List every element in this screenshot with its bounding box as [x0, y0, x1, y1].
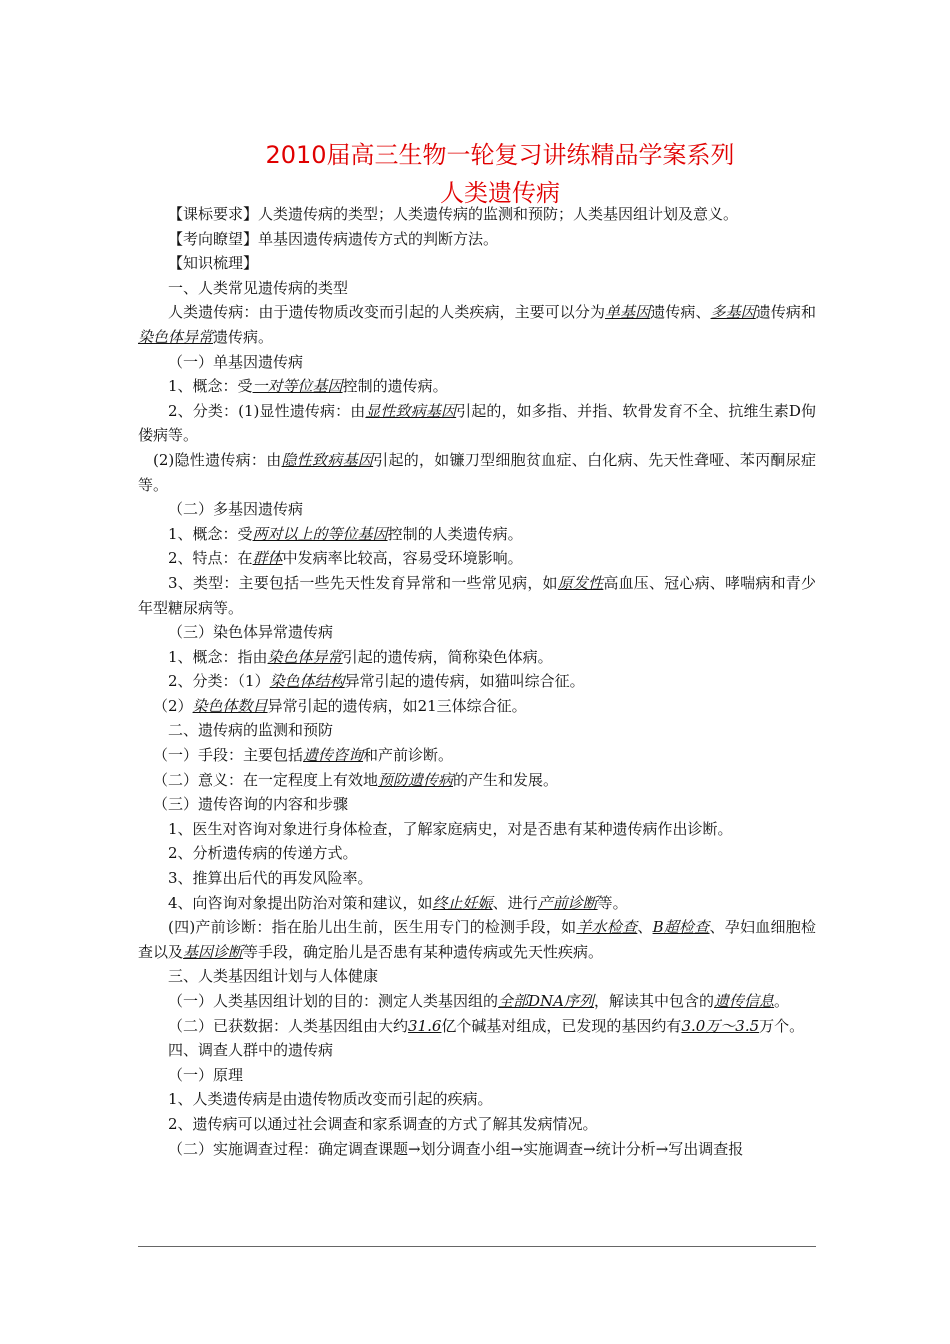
paragraph: 2、遗传病可以通过社会调查和家系调查的方式了解其发病情况。: [168, 1114, 598, 1133]
subsection-heading: （三）染色体异常遗传病: [168, 623, 334, 642]
blank-answer: 基因诊断: [183, 942, 244, 961]
blank-answer: 单基因: [605, 303, 651, 322]
paragraph: (四)产前诊断：指在胎儿出生前，医生用专门的检测手段，如羊水检查、B超检查、孕妇血细胞检查以及基因诊断等手段，确定胎儿是否患有某种遗传病或先天性疾病。: [138, 918, 816, 961]
blank-answer: 原发性: [557, 573, 604, 592]
blank-answer: 遗传咨询: [303, 746, 364, 765]
exam-outlook: 【考向瞭望】单基因遗传病遗传方式的判断方法。: [168, 229, 499, 248]
blank-answer: 产前诊断: [537, 893, 598, 912]
blank-answer: 隐性致病基因: [281, 450, 374, 469]
subsection-heading: （二）多基因遗传病: [168, 500, 304, 519]
footer-divider: [138, 1246, 816, 1247]
blank-answer: 染色体结构: [269, 672, 345, 691]
paragraph: 2、分类：（1）染色体结构异常引起的遗传病，如猫叫综合征。: [168, 672, 585, 691]
blank-answer: 遗传信息: [714, 992, 775, 1010]
blank-answer: 一对等位基因: [252, 377, 343, 396]
document-subtitle: 人类遗传病: [440, 179, 560, 207]
paragraph: （一）人类基因组计划的目的：测定人类基因组的全部DNA序列，解读其中包含的遗传信息。: [168, 992, 790, 1010]
paragraph: 人类遗传病：由于遗传物质改变而引起的人类疾病，主要可以分为单基因遗传病、多基因遗传病和染色体异常遗传病。: [138, 303, 816, 346]
paragraph: 1、概念：受两对以上的等位基因控制的人类遗传病。: [168, 524, 523, 543]
blank-answer: 两对以上的等位基因: [252, 524, 388, 543]
blank-answer: 3.0万～3.5: [681, 1016, 760, 1035]
course-requirement: 【课标要求】人类遗传病的类型；人类遗传病的监测和预防；人类基因组计划及意义。: [168, 205, 739, 223]
document-body: [138, 202, 816, 1161]
blank-answer: 染色体数目: [192, 696, 268, 715]
section-4-heading: 四、调查人群中的遗传病: [168, 1041, 334, 1060]
blank-answer: 31.6: [408, 1016, 442, 1035]
section-3-heading: 三、人类基因组计划与人体健康: [168, 967, 379, 986]
paragraph: 1、概念：受一对等位基因控制的遗传病。: [168, 377, 448, 396]
subsection-heading: （一）原理: [168, 1065, 244, 1084]
document-title: 2010届高三生物一轮复习讲练精品学案系列: [265, 141, 735, 169]
paragraph: 4、向咨询对象提出防治对策和建议，如终止妊娠、进行产前诊断等。: [168, 893, 628, 912]
blank-answer: 染色体异常: [267, 647, 343, 666]
subsection-heading: （三）遗传咨询的内容和步骤: [153, 795, 349, 814]
blank-answer: 多基因: [710, 303, 756, 322]
paragraph: 1、概念：指由染色体异常引起的遗传病，简称染色体病。: [168, 647, 553, 666]
blank-answer: 群体: [252, 549, 283, 568]
paragraph: （一）手段：主要包括遗传咨询和产前诊断。: [153, 746, 454, 765]
blank-answer: B超检查: [652, 918, 710, 937]
paragraph: 3、推算出后代的再发风险率。: [168, 869, 373, 888]
blank-answer: 预防遗传病: [378, 770, 454, 789]
subsection-heading: （一）单基因遗传病: [168, 352, 304, 371]
paragraph: （二）已获数据：人类基因组由大约31.6亿个碱基对组成，已发现的基因约有3.0万～3.5万个。: [168, 1016, 805, 1035]
knowledge-heading: 【知识梳理】: [168, 254, 259, 273]
paragraph: 2、分类：(1)显性遗传病：由显性致病基因引起的，如多指、并指、软骨发育不全、抗维生素D佝偻病等。: [138, 401, 816, 445]
paragraph: （二）意义：在一定程度上有效地预防遗传病的产生和发展。: [153, 770, 559, 789]
blank-answer: 显性致病基因: [365, 401, 457, 420]
section-1-heading: 一、人类常见遗传病的类型: [168, 278, 349, 297]
paragraph: 1、人类遗传病是由遗传物质改变而引起的疾病。: [168, 1090, 493, 1109]
paragraph: （二）实施调查过程：确定调查课题→划分调查小组→实施调查→统计分析→写出调查报: [168, 1139, 744, 1158]
blank-answer: 染色体异常: [138, 327, 214, 346]
blank-answer: 终止妊娠: [432, 893, 493, 912]
paragraph: （2）染色体数目异常引起的遗传病，如21三体综合征。: [153, 696, 527, 715]
paragraph: 2、特点：在群体中发病率比较高，容易受环境影响。: [168, 549, 523, 568]
blank-answer: 全部DNA序列: [498, 992, 594, 1010]
paragraph: 3、类型：主要包括一些先天性发育异常和一些常见病，如原发性高血压、冠心病、哮喘病和青少年型糖尿病等。: [138, 573, 816, 617]
blank-answer: 羊水检查: [576, 918, 638, 937]
paragraph: 2、分析遗传病的传递方式。: [168, 844, 358, 863]
paragraph: 1、医生对咨询对象进行身体检查，了解家庭病史，对是否患有某种遗传病作出诊断。: [168, 819, 733, 838]
paragraph: (2)隐性遗传病：由隐性致病基因引起的，如镰刀型细胞贫血症、白化病、先天性聋哑、苯丙酮尿症等。: [138, 450, 816, 494]
section-2-heading: 二、遗传病的监测和预防: [168, 721, 334, 740]
